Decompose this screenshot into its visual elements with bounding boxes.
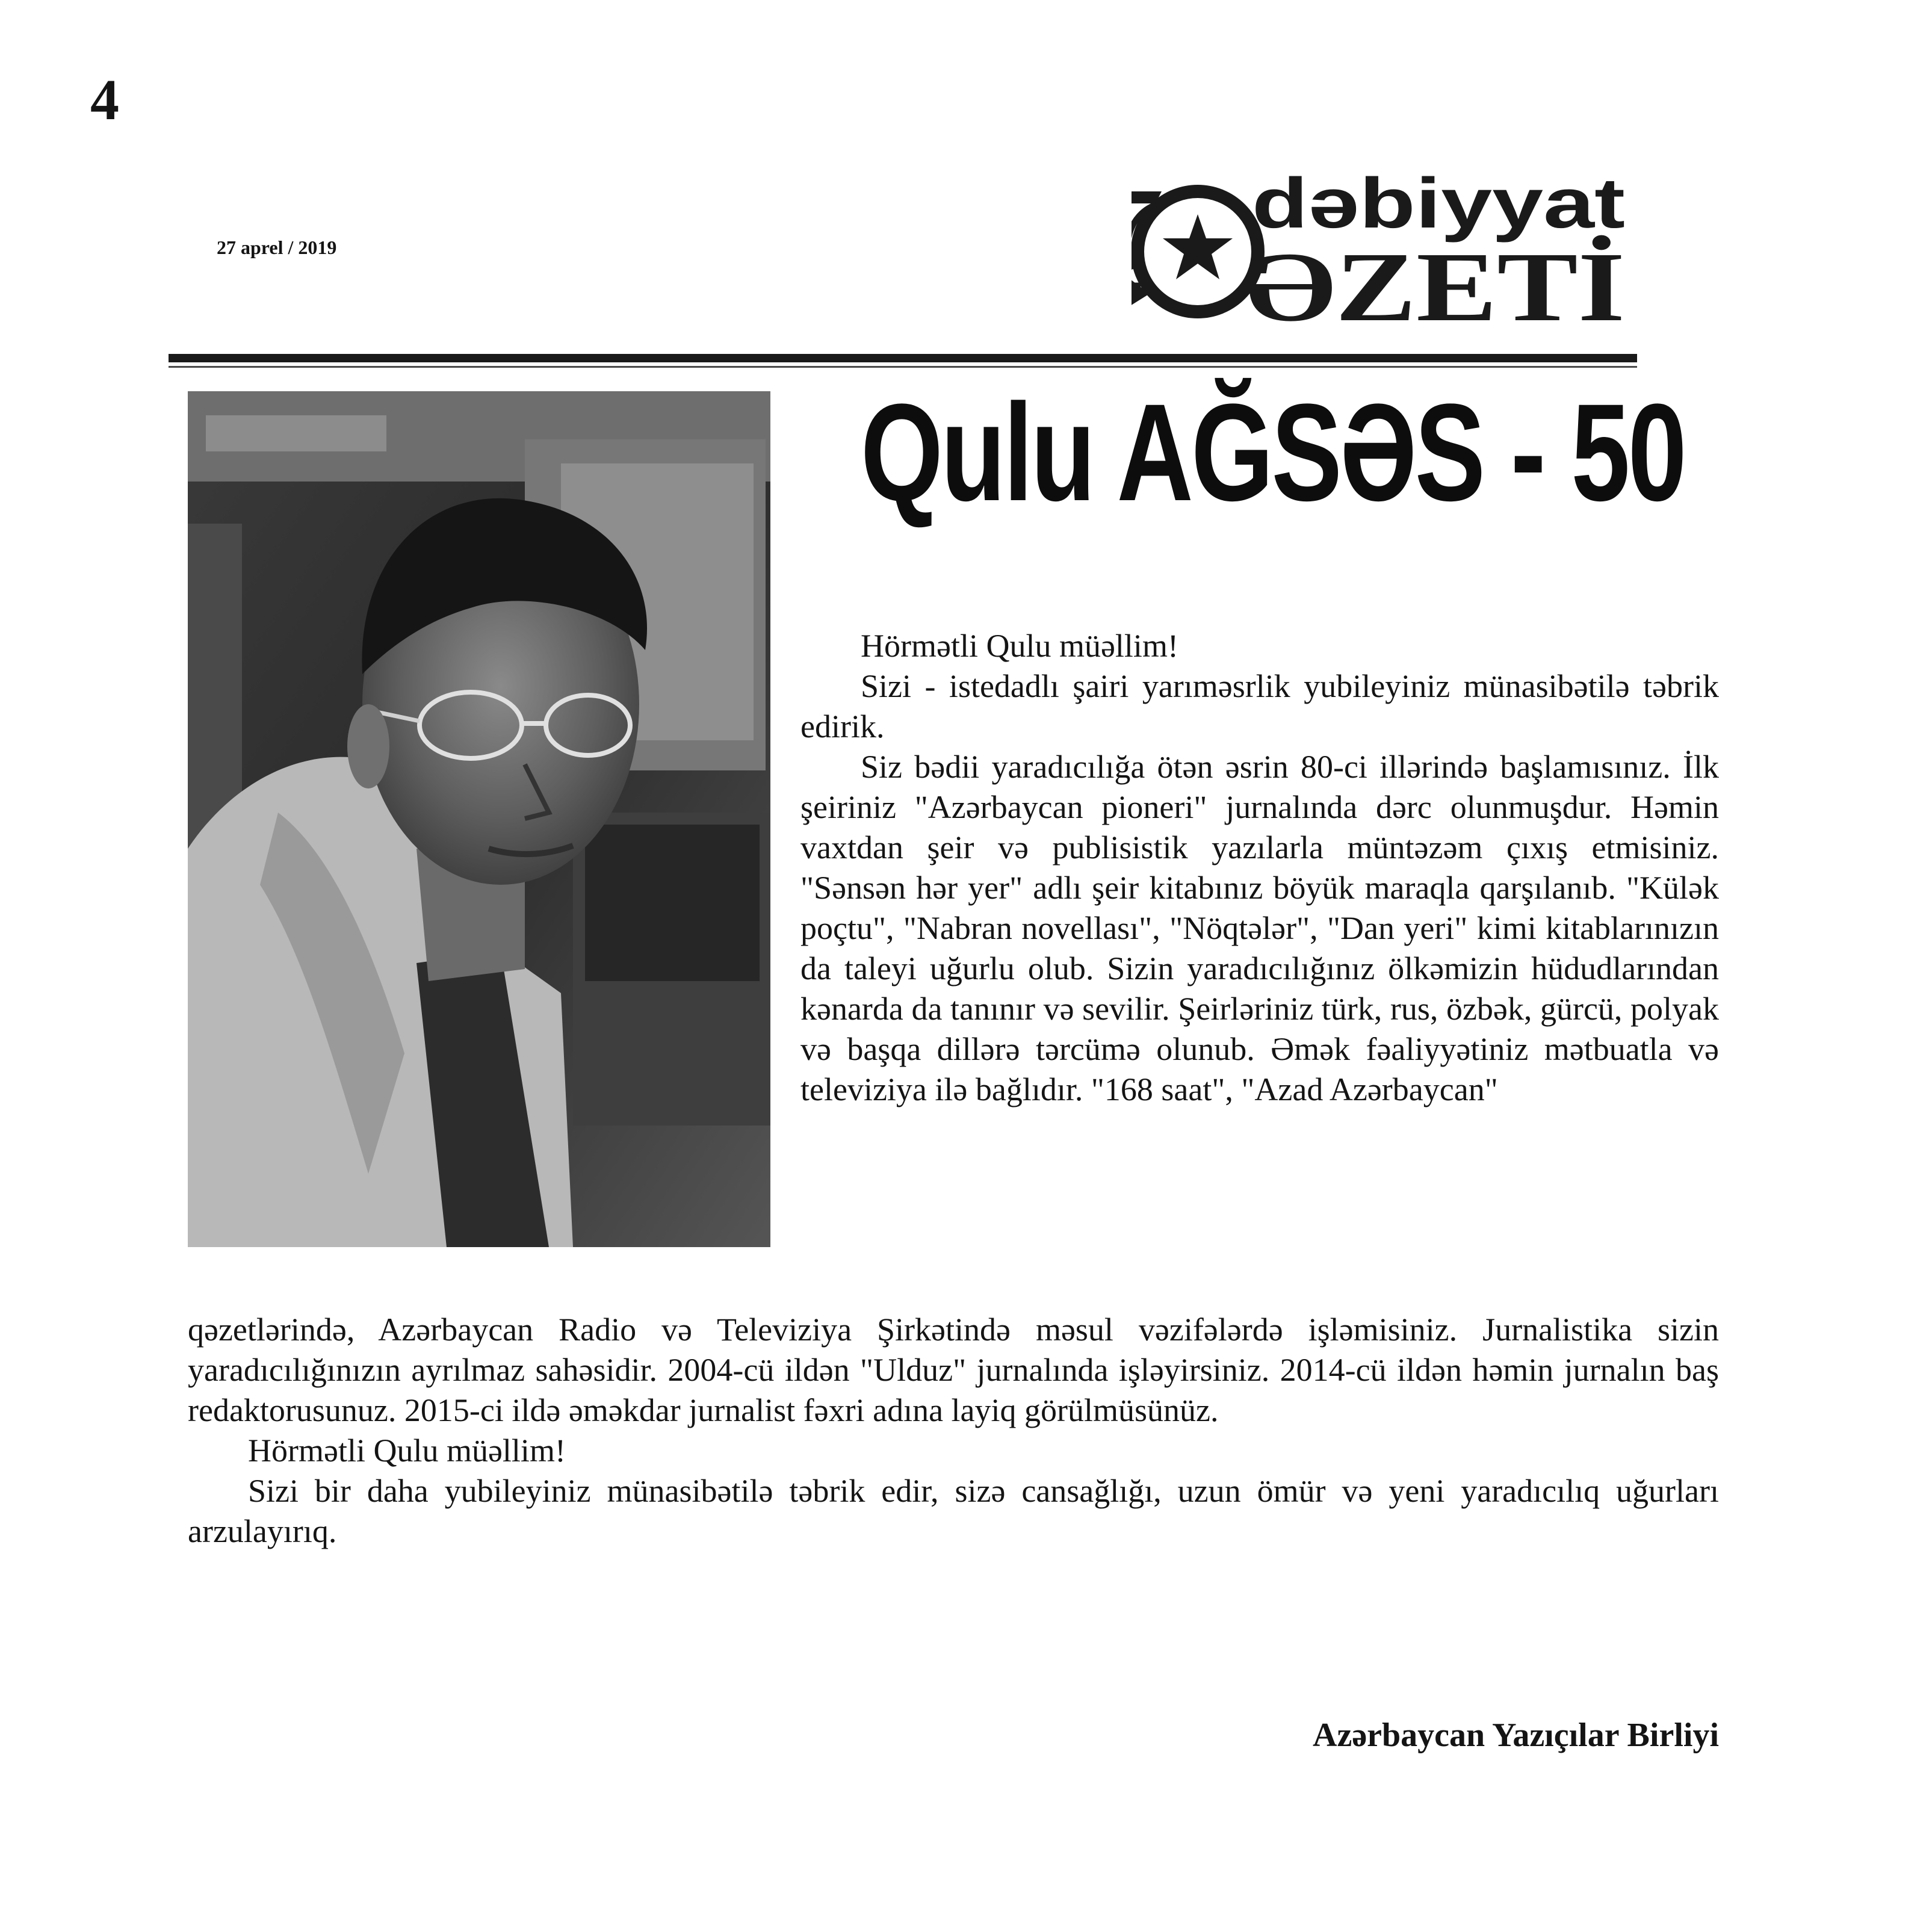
letter-paragraph: Hörmətli Qulu müəllim! (861, 628, 1178, 664)
header-rule (169, 354, 1637, 362)
letter-paragraph: Siz bədii yaradıcılığa ötən əsrin 80-ci illərində başlamısınız. İlk şeiriniz "Azərbaycan pioneri" jurnalında dərc olunmuşdur. Həmin vaxtdan şeir və publisistik yazılarla müntəzəm çıxış etmisiniz. "Sənsən hər yer" adlı şeir kitabınız böyük maraqla qarşılanıb. "Külək poçtu", "Nabran novellası", "Nöqtələr", "Dan yeri" kimi kitablarınızın da taleyi uğurlu olub. Sizin yaradıcılığınız ölkəmizin hüdudlarından kənarda da tanınır və sevilir. Şeirləriniz türk, rus, özbək, gürcü, polyak və başqa dillərə tərcümə olunub. Əmək fəaliyyətiniz mətbuatla və televiziya ilə bağlıdır. "168 saat", "Azad Azərbaycan" (800, 749, 1719, 1107)
letter-full-width (188, 1310, 1719, 1552)
masthead-bottom-word: ƏZETİ (1246, 232, 1625, 328)
letter-closing-wish: Sizi bir daha yubileyiniz münasibətilə təbrik edir, sizə cansağlığı, uzun ömür və yeni yaradıcılıq uğurları arzulayırıq. (188, 1473, 1719, 1549)
letter-paragraph: Sizi - istedadlı şairi yarıməsrlik yubileyiniz münasibətilə təbrik edirik. (800, 668, 1719, 745)
masthead-top-word: dəbiyyat (1252, 164, 1625, 243)
page-number: 4 (90, 67, 119, 132)
star-emblem-icon (1132, 191, 1258, 312)
header-rule-thin (169, 366, 1637, 368)
letter-closing-greeting: Hörmətli Qulu müəllim! (248, 1432, 566, 1469)
issue-date: 27 aprel / 2019 (217, 237, 337, 258)
signature: Azərbaycan Yazıçılar Birliyi (1313, 1717, 1719, 1754)
newspaper-masthead-logo (1132, 163, 1637, 328)
author-portrait-photo (188, 391, 770, 1247)
letter-column (800, 626, 1719, 1110)
headline: Qulu AĞSƏS - 50 (861, 375, 1685, 530)
letter-continuation: qəzetlərində, Azərbaycan Radio və Televiziya Şirkətində məsul vəzifələrdə işləmisiniz. Jurnalistika sizin yaradıcılığınızın ayrılmaz sahəsidir. 2004-cü ildən "Ulduz" jurnalında işləyirsiniz. 2014-cü ildən həmin jurnalın baş redaktorusunuz. 2015-ci ildə əməkdar jurnalist fəxri adına layiq görülmüsünüz. (188, 1312, 1719, 1428)
